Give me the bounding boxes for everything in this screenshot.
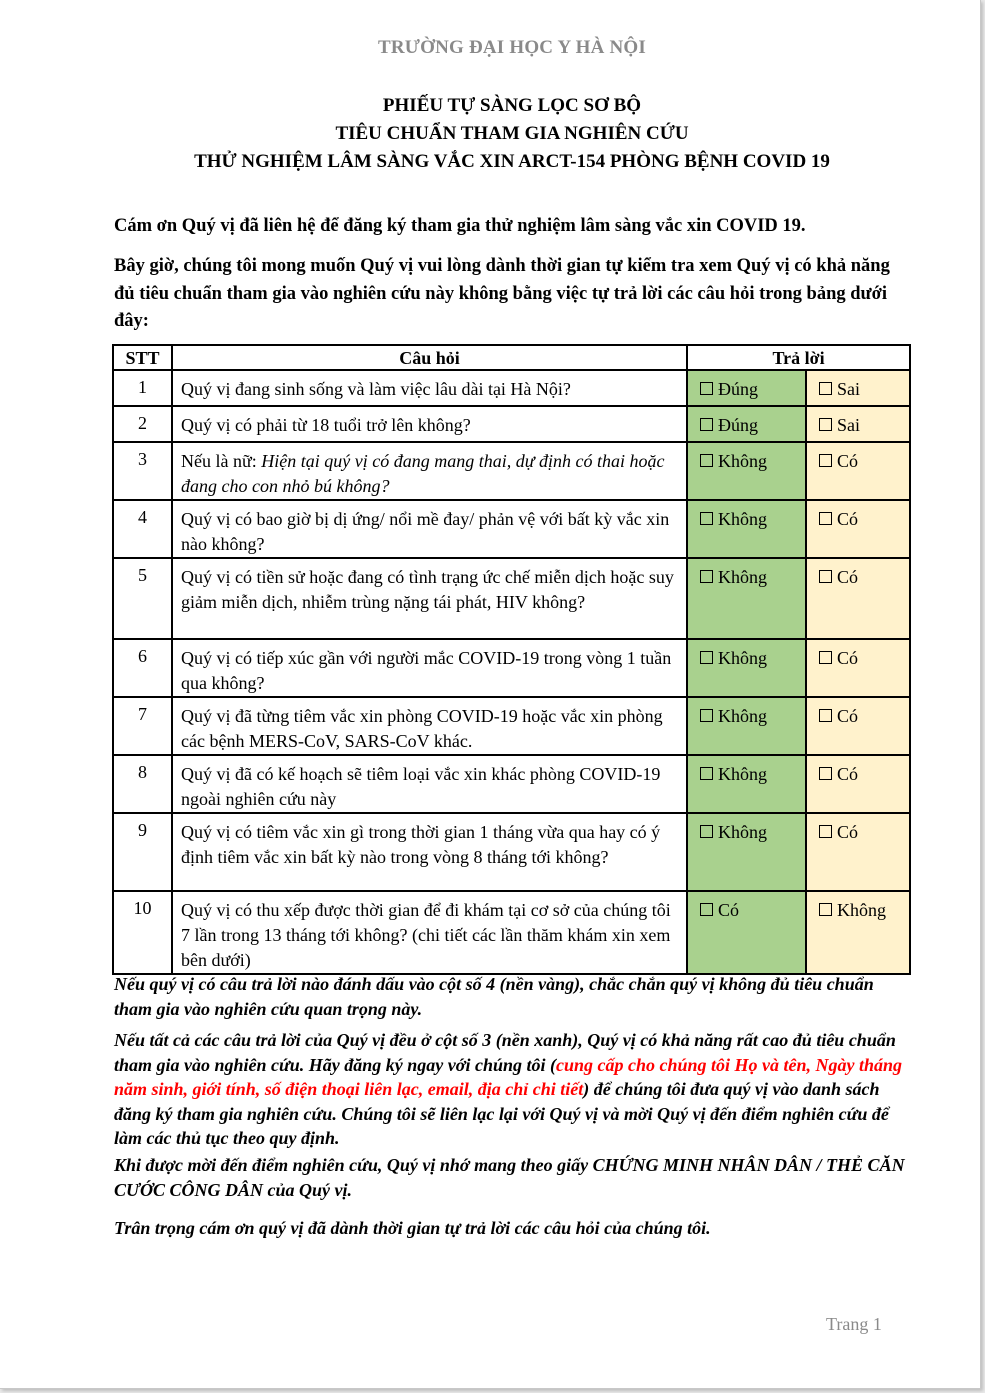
question-text: Quý vị có bao giờ bị dị ứng/ nổi mề đay/ phản vệ với bất kỳ vắc xin nào không? — [172, 500, 687, 558]
form-title-line-1: PHIẾU TỰ SÀNG LỌC SƠ BỘ — [382, 95, 642, 116]
row-number: 8 — [113, 755, 172, 813]
question-text: Quý vị đang sinh sống và làm việc lâu dài tại Hà Nội? — [172, 370, 687, 406]
page-number: Trang 1 — [826, 1314, 882, 1334]
checkbox[interactable] — [819, 418, 832, 431]
question-text: Quý vị đã có kế hoạch sẽ tiêm loại vắc xin khác phòng COVID-19 ngoài nghiên cứu này — [172, 755, 687, 813]
question-text: Quý vị có phải từ 18 tuổi trở lên không? — [172, 406, 687, 442]
school-header: TRƯỜNG ĐẠI HỌC Y HÀ NỘI — [378, 37, 646, 58]
header-stt: STT — [113, 345, 172, 370]
row-number: 6 — [113, 639, 172, 697]
answer-option-yellow[interactable]: Không — [806, 891, 910, 974]
note-yellow-column: Nếu quý vị có câu trả lời nào đánh dấu vào cột số 4 (nền vàng), chắc chắn quý vị không đủ tiêu chuẩn tham gia vào nghiên cứu quan trọng này. — [114, 974, 874, 1019]
checkbox[interactable] — [819, 709, 832, 722]
row-number: 9 — [113, 813, 172, 891]
question-text: Quý vị có thu xếp được thời gian để đi khám tại cơ sở của chúng tôi 7 lần trong 13 tháng tới không? (chi tiết các lần thăm khám xin xem bên dưới) — [172, 891, 687, 974]
row-number: 5 — [113, 558, 172, 639]
row-number: 4 — [113, 500, 172, 558]
answer-option-green[interactable]: Không — [687, 697, 806, 755]
row-number: 7 — [113, 697, 172, 755]
note-id-card: Khi được mời đến điểm nghiên cứu, Quý vị nhớ mang theo giấy CHỨNG MINH NHÂN DÂN / THẺ CĂN CƯỚC CÔNG DÂN của Quý vị. — [114, 1155, 905, 1200]
question-text: Quý vị có tiếp xúc gần với người mắc COVID-19 trong vòng 1 tuần qua không? — [172, 639, 687, 697]
intro-thanks: Cám ơn Quý vị đã liên hệ để đăng ký tham gia thử nghiệm lâm sàng vắc xin COVID 19. — [114, 216, 806, 236]
note-thanks: Trân trọng cám ơn quý vị đã dành thời gian tự trả lời các câu hỏi của chúng tôi. — [114, 1218, 711, 1238]
checkbox[interactable] — [700, 709, 713, 722]
checkbox[interactable] — [700, 570, 713, 583]
answer-option-yellow[interactable]: Sai — [806, 406, 910, 442]
table-row — [113, 813, 910, 891]
answer-option-green[interactable]: Không — [687, 755, 806, 813]
checkbox[interactable] — [700, 825, 713, 838]
checkbox[interactable] — [700, 512, 713, 525]
answer-option-green[interactable]: Không — [687, 500, 806, 558]
form-title-line-2: TIÊU CHUẨN THAM GIA NGHIÊN CỨU — [335, 123, 689, 144]
table-header-row — [113, 345, 910, 370]
note-green-column: Nếu tất cả các câu trả lời của Quý vị đều ở cột số 3 (nền xanh), Quý vị có khả năng rất cao đủ tiêu chuẩn tham gia vào nghiên cứu. Hãy đăng ký ngay với chúng tôi (cung cấp cho chúng tôi Họ và tên, Ngày tháng năm sinh, giới tính, số điện thoại liên lạc, email, địa chỉ chi tiết) để chúng tôi đưa quý vị vào danh sách đăng ký tham gia nghiên cứu. Chúng tôi sẽ liên lạc lại với Quý vị và mời Quý vị đến điểm nghiên cứu để làm các thủ tục theo quy định. — [114, 1030, 902, 1148]
checkbox[interactable] — [819, 767, 832, 780]
table-row — [113, 697, 910, 755]
table-row — [113, 406, 910, 442]
checkbox[interactable] — [700, 418, 713, 431]
answer-option-green[interactable]: Không — [687, 813, 806, 891]
question-text: Quý vị có tiền sử hoặc đang có tình trạng ức chế miễn dịch hoặc suy giảm miễn dịch, nhiễm trùng nặng tái phát, HIV không? — [172, 558, 687, 639]
table-row — [113, 442, 910, 500]
answer-option-yellow[interactable]: Có — [806, 442, 910, 500]
screening-questions-table — [112, 344, 911, 975]
form-title-line-3: THỬ NGHIỆM LÂM SÀNG VẮC XIN ARCT-154 PHÒNG BỆNH COVID 19 — [194, 151, 830, 172]
answer-option-yellow[interactable]: Có — [806, 813, 910, 891]
row-number: 2 — [113, 406, 172, 442]
row-number: 10 — [113, 891, 172, 974]
answer-option-yellow[interactable]: Có — [806, 639, 910, 697]
checkbox[interactable] — [819, 570, 832, 583]
checkbox[interactable] — [700, 767, 713, 780]
checkbox[interactable] — [700, 382, 713, 395]
checkbox[interactable] — [819, 512, 832, 525]
intro-request: Bây giờ, chúng tôi mong muốn Quý vị vui lòng dành thời gian tự kiểm tra xem Quý vị có khả năng đủ tiêu chuẩn tham gia vào nghiên cứu này không bằng việc tự trả lời các câu hỏi trong bảng dưới đây: — [114, 256, 890, 331]
answer-option-green[interactable]: Đúng — [687, 406, 806, 442]
header-question: Câu hỏi — [172, 345, 687, 370]
row-number: 1 — [113, 370, 172, 406]
question-text: Nếu là nữ: Hiện tại quý vị có đang mang thai, dự định có thai hoặc đang cho con nhỏ bú không? — [172, 442, 687, 500]
question-text: Quý vị có tiêm vắc xin gì trong thời gian 1 tháng vừa qua hay có ý định tiêm vắc xin bất kỳ nào trong vòng 8 tháng tới không? — [172, 813, 687, 891]
answer-option-green[interactable]: Không — [687, 639, 806, 697]
answer-option-green[interactable]: Không — [687, 442, 806, 500]
checkbox[interactable] — [819, 651, 832, 664]
checkbox[interactable] — [700, 651, 713, 664]
table-row — [113, 370, 910, 406]
table-row — [113, 891, 910, 974]
answer-option-yellow[interactable]: Có — [806, 755, 910, 813]
checkbox[interactable] — [819, 382, 832, 395]
answer-option-yellow[interactable]: Có — [806, 500, 910, 558]
table-row — [113, 755, 910, 813]
answer-option-yellow[interactable]: Sai — [806, 370, 910, 406]
answer-option-green[interactable]: Đúng — [687, 370, 806, 406]
checkbox[interactable] — [700, 903, 713, 916]
required-info-highlight: cung cấp cho chúng tôi Họ và tên, Ngày tháng năm sinh, giới tính, số điện thoại liên lạc, email, địa chỉ chi tiết — [114, 1054, 902, 1099]
checkbox[interactable] — [700, 454, 713, 467]
table-row — [113, 639, 910, 697]
answer-option-yellow[interactable]: Có — [806, 697, 910, 755]
table-row — [113, 500, 910, 558]
checkbox[interactable] — [819, 454, 832, 467]
answer-option-green[interactable]: Có — [687, 891, 806, 974]
question-text: Quý vị đã từng tiêm vắc xin phòng COVID-19 hoặc vắc xin phòng các bệnh MERS-CoV, SARS-CoV khác. — [172, 697, 687, 755]
checkbox[interactable] — [819, 825, 832, 838]
table-row — [113, 558, 910, 639]
row-number: 3 — [113, 442, 172, 500]
answer-option-green[interactable]: Không — [687, 558, 806, 639]
checkbox[interactable] — [819, 903, 832, 916]
header-answer: Trả lời — [687, 345, 910, 370]
answer-option-yellow[interactable]: Có — [806, 558, 910, 639]
